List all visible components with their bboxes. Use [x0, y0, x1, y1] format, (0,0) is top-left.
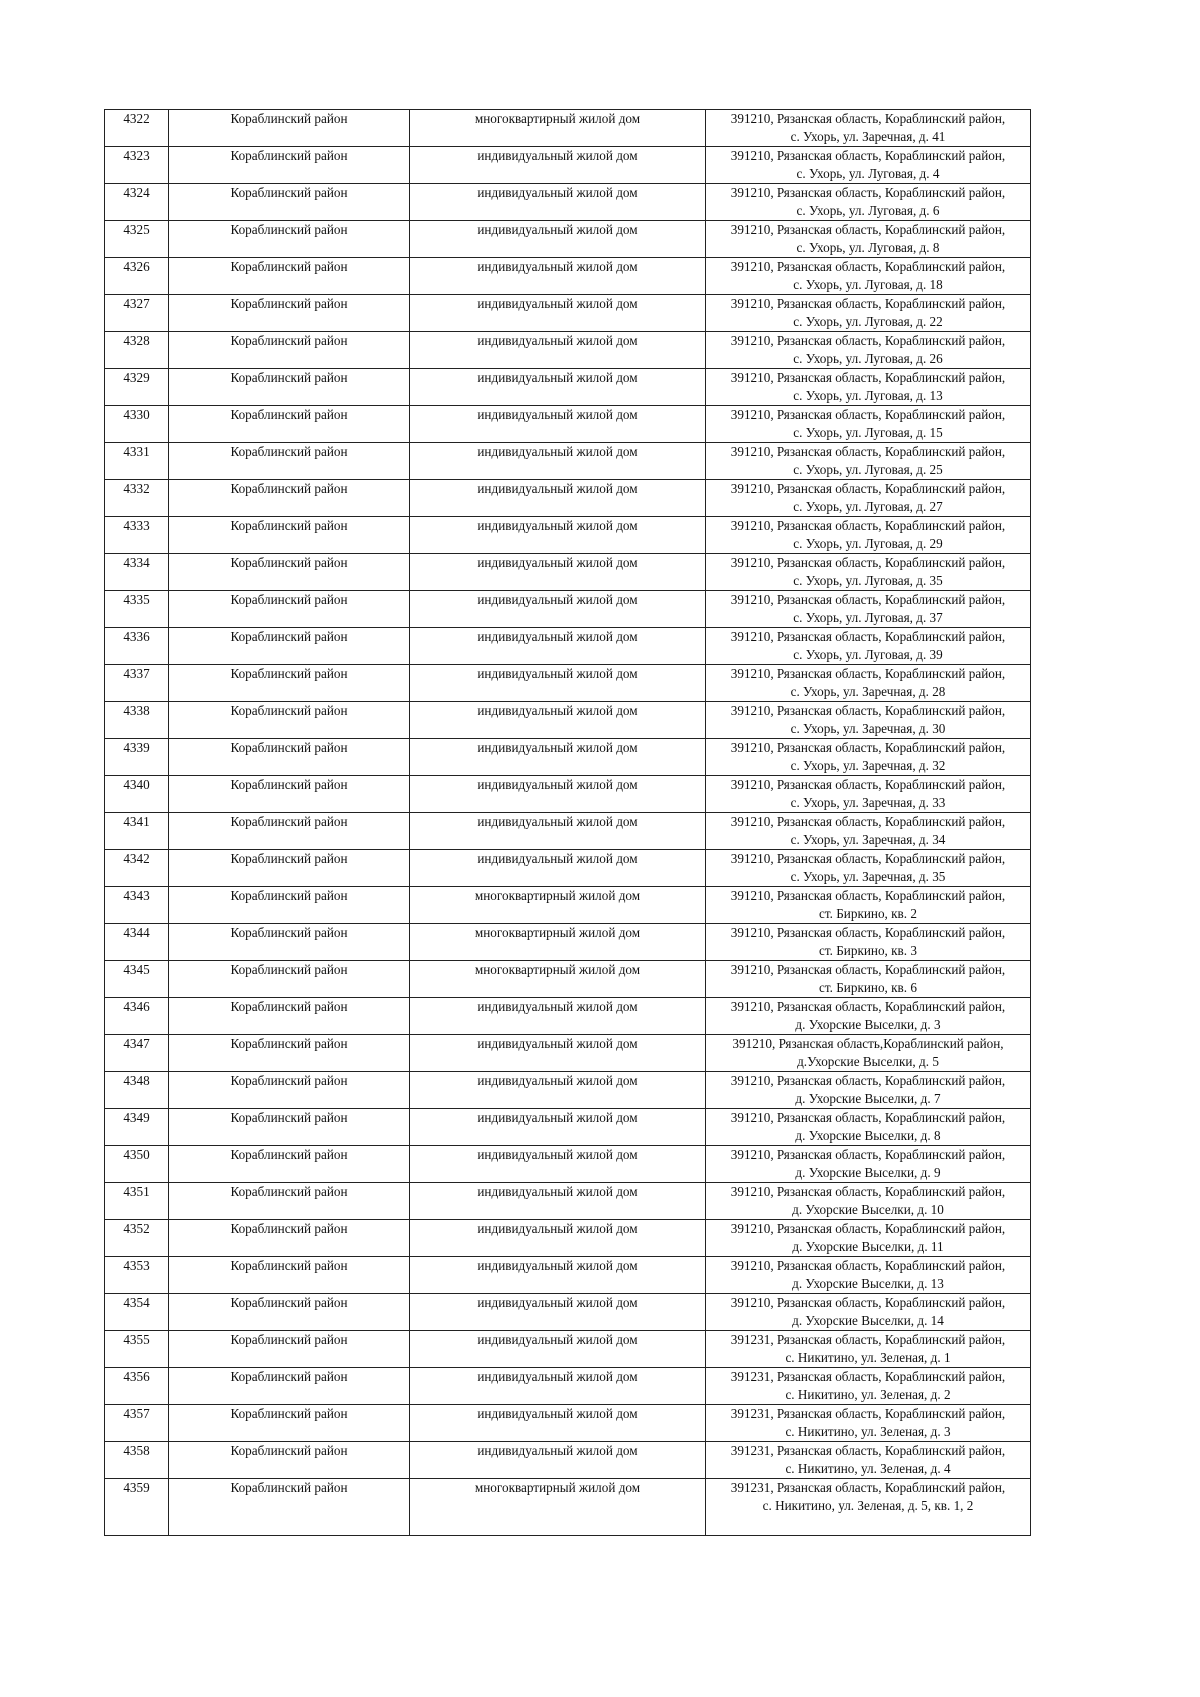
building-type-cell: индивидуальный жилой дом [410, 147, 706, 184]
address-line-2: д. Ухорские Выселки, д. 9 [795, 1164, 941, 1180]
address-line-1: 391210, Рязанская область, Кораблинский район, [730, 814, 1006, 829]
address-line-2: д. Ухорские Выселки, д. 14 [792, 1312, 944, 1328]
address-cell [706, 258, 1031, 295]
address-cell [706, 665, 1031, 702]
table-row [105, 1220, 1031, 1257]
address-line-1: 391210, Рязанская область, Кораблинский район, [730, 1221, 1006, 1236]
table-row [105, 1368, 1031, 1405]
address-cell [706, 1220, 1031, 1257]
district-cell: Кораблинский район [169, 332, 410, 369]
address-cell [706, 110, 1031, 147]
building-type-cell: многоквартирный жилой дом [410, 110, 706, 147]
district-cell: Кораблинский район [169, 961, 410, 998]
address-line-2: с. Ухорь, ул. Заречная, д. 41 [790, 128, 946, 144]
district-cell: Кораблинский район [169, 1146, 410, 1183]
address-line-1: 391210, Рязанская область, Кораблинский район, [730, 333, 1006, 348]
address-cell [706, 1405, 1031, 1442]
address-line-2: с. Ухорь, ул. Заречная, д. 35 [790, 868, 946, 884]
address-line-2: с. Ухорь, ул. Луговая, д. 8 [796, 239, 940, 255]
row-number-cell: 4335 [105, 591, 169, 628]
address-line-2: с. Ухорь, ул. Заречная, д. 33 [790, 794, 946, 810]
address-cell [706, 1442, 1031, 1479]
address-line-2: с. Никитино, ул. Зеленая, д. 5, кв. 1, 2 [762, 1497, 974, 1513]
district-cell: Кораблинский район [169, 1183, 410, 1220]
building-type-cell: индивидуальный жилой дом [410, 295, 706, 332]
building-type-cell: индивидуальный жилой дом [410, 628, 706, 665]
address-line-1: 391210, Рязанская область, Кораблинский район, [730, 148, 1006, 163]
table-row [105, 1294, 1031, 1331]
row-number-cell: 4332 [105, 480, 169, 517]
address-line-1: 391210, Рязанская область, Кораблинский район, [730, 851, 1006, 866]
district-cell: Кораблинский район [169, 1368, 410, 1405]
district-cell: Кораблинский район [169, 665, 410, 702]
table-row [105, 1442, 1031, 1479]
address-line-1: 391210, Рязанская область, Кораблинский район, [730, 518, 1006, 533]
address-line-1: 391210, Рязанская область, Кораблинский район, [730, 1110, 1006, 1125]
address-line-1: 391210, Рязанская область, Кораблинский район, [730, 999, 1006, 1014]
building-type-cell: индивидуальный жилой дом [410, 1146, 706, 1183]
row-number-cell: 4347 [105, 1035, 169, 1072]
table-row [105, 1479, 1031, 1536]
housing-registry-table [104, 109, 1031, 1536]
district-cell: Кораблинский район [169, 369, 410, 406]
district-cell: Кораблинский район [169, 480, 410, 517]
row-number-cell: 4344 [105, 924, 169, 961]
address-line-1: 391210, Рязанская область, Кораблинский район, [730, 555, 1006, 570]
district-cell: Кораблинский район [169, 1405, 410, 1442]
address-cell [706, 369, 1031, 406]
district-cell: Кораблинский район [169, 924, 410, 961]
row-number-cell: 4351 [105, 1183, 169, 1220]
table-row [105, 1183, 1031, 1220]
address-line-1: 391210, Рязанская область, Кораблинский район, [730, 777, 1006, 792]
address-line-2: д. Ухорские Выселки, д. 8 [795, 1127, 941, 1143]
row-number-cell: 4352 [105, 1220, 169, 1257]
address-line-1: 391210, Рязанская область, Кораблинский район, [730, 1184, 1006, 1199]
table-row [105, 480, 1031, 517]
row-number-cell: 4333 [105, 517, 169, 554]
address-line-1: 391210, Рязанская область, Кораблинский район, [730, 629, 1006, 644]
address-cell [706, 184, 1031, 221]
table-row [105, 924, 1031, 961]
row-number-cell: 4346 [105, 998, 169, 1035]
row-number-cell: 4326 [105, 258, 169, 295]
address-cell [706, 1331, 1031, 1368]
district-cell: Кораблинский район [169, 702, 410, 739]
address-cell [706, 295, 1031, 332]
address-line-1: 391210, Рязанская область,Кораблинский район, [732, 1036, 1004, 1051]
row-number-cell: 4336 [105, 628, 169, 665]
address-cell [706, 1183, 1031, 1220]
building-type-cell: индивидуальный жилой дом [410, 776, 706, 813]
address-line-2: с. Никитино, ул. Зеленая, д. 1 [785, 1349, 951, 1365]
district-cell: Кораблинский район [169, 443, 410, 480]
table-row [105, 332, 1031, 369]
table-row [105, 147, 1031, 184]
address-line-2: с. Ухорь, ул. Луговая, д. 25 [793, 461, 943, 477]
district-cell: Кораблинский район [169, 1479, 410, 1536]
row-number-cell: 4358 [105, 1442, 169, 1479]
building-type-cell: индивидуальный жилой дом [410, 665, 706, 702]
building-type-cell: индивидуальный жилой дом [410, 1220, 706, 1257]
row-number-cell: 4328 [105, 332, 169, 369]
row-number-cell: 4354 [105, 1294, 169, 1331]
building-type-cell: индивидуальный жилой дом [410, 739, 706, 776]
address-line-1: 391210, Рязанская область, Кораблинский район, [730, 962, 1006, 977]
address-cell [706, 998, 1031, 1035]
address-cell [706, 1294, 1031, 1331]
address-line-1: 391231, Рязанская область, Кораблинский район, [730, 1332, 1006, 1347]
address-cell [706, 1146, 1031, 1183]
district-cell: Кораблинский район [169, 776, 410, 813]
address-line-2: с. Ухорь, ул. Заречная, д. 30 [790, 720, 946, 736]
building-type-cell: индивидуальный жилой дом [410, 258, 706, 295]
address-cell [706, 1109, 1031, 1146]
building-type-cell: индивидуальный жилой дом [410, 332, 706, 369]
address-line-1: 391210, Рязанская область, Кораблинский район, [730, 259, 1006, 274]
address-line-2: д. Ухорские Выселки, д. 7 [795, 1090, 941, 1106]
building-type-cell: индивидуальный жилой дом [410, 1331, 706, 1368]
address-line-2: ст. Биркино, кв. 3 [819, 942, 917, 958]
address-cell [706, 776, 1031, 813]
district-cell: Кораблинский район [169, 813, 410, 850]
row-number-cell: 4329 [105, 369, 169, 406]
table-row [105, 702, 1031, 739]
district-cell: Кораблинский район [169, 517, 410, 554]
address-line-2: д. Ухорские Выселки, д. 13 [792, 1275, 944, 1291]
row-number-cell: 4356 [105, 1368, 169, 1405]
address-line-1: 391210, Рязанская область, Кораблинский район, [730, 592, 1006, 607]
district-cell: Кораблинский район [169, 258, 410, 295]
address-line-2: с. Никитино, ул. Зеленая, д. 3 [785, 1423, 951, 1439]
address-line-2: ст. Биркино, кв. 6 [819, 979, 917, 995]
district-cell: Кораблинский район [169, 1294, 410, 1331]
row-number-cell: 4340 [105, 776, 169, 813]
district-cell: Кораблинский район [169, 1257, 410, 1294]
table-row [105, 110, 1031, 147]
table-row [105, 295, 1031, 332]
address-cell [706, 1257, 1031, 1294]
address-cell [706, 887, 1031, 924]
address-line-1: 391210, Рязанская область, Кораблинский район, [730, 444, 1006, 459]
building-type-cell: индивидуальный жилой дом [410, 850, 706, 887]
address-cell [706, 739, 1031, 776]
building-type-cell: индивидуальный жилой дом [410, 591, 706, 628]
building-type-cell: индивидуальный жилой дом [410, 184, 706, 221]
address-cell [706, 554, 1031, 591]
building-type-cell: многоквартирный жилой дом [410, 961, 706, 998]
district-cell: Кораблинский район [169, 295, 410, 332]
row-number-cell: 4355 [105, 1331, 169, 1368]
building-type-cell: индивидуальный жилой дом [410, 221, 706, 258]
address-line-1: 391210, Рязанская область, Кораблинский район, [730, 888, 1006, 903]
address-cell [706, 813, 1031, 850]
address-cell [706, 406, 1031, 443]
address-line-1: 391210, Рязанская область, Кораблинский район, [730, 370, 1006, 385]
district-cell: Кораблинский район [169, 1072, 410, 1109]
building-type-cell: индивидуальный жилой дом [410, 1294, 706, 1331]
address-cell [706, 332, 1031, 369]
address-line-2: с. Ухорь, ул. Луговая, д. 18 [793, 276, 943, 292]
table-row [105, 1405, 1031, 1442]
table-row [105, 443, 1031, 480]
address-line-1: 391210, Рязанская область, Кораблинский район, [730, 407, 1006, 422]
address-line-2: с. Ухорь, ул. Заречная, д. 28 [790, 683, 946, 699]
address-line-1: 391210, Рязанская область, Кораблинский район, [730, 1295, 1006, 1310]
row-number-cell: 4348 [105, 1072, 169, 1109]
building-type-cell: индивидуальный жилой дом [410, 998, 706, 1035]
table-row [105, 665, 1031, 702]
row-number-cell: 4338 [105, 702, 169, 739]
building-type-cell: многоквартирный жилой дом [410, 924, 706, 961]
address-line-2: ст. Биркино, кв. 2 [819, 905, 917, 921]
address-cell [706, 961, 1031, 998]
building-type-cell: индивидуальный жилой дом [410, 702, 706, 739]
building-type-cell: индивидуальный жилой дом [410, 813, 706, 850]
address-line-2: д. Ухорские Выселки, д. 10 [792, 1201, 944, 1217]
table-row [105, 258, 1031, 295]
address-cell [706, 628, 1031, 665]
row-number-cell: 4330 [105, 406, 169, 443]
district-cell: Кораблинский район [169, 998, 410, 1035]
address-line-1: 391210, Рязанская область, Кораблинский район, [730, 296, 1006, 311]
table-row [105, 998, 1031, 1035]
address-line-2: с. Ухорь, ул. Луговая, д. 13 [793, 387, 943, 403]
building-type-cell: индивидуальный жилой дом [410, 1072, 706, 1109]
district-cell: Кораблинский район [169, 739, 410, 776]
address-cell [706, 702, 1031, 739]
row-number-cell: 4324 [105, 184, 169, 221]
table-row [105, 554, 1031, 591]
address-line-2: с. Ухорь, ул. Луговая, д. 39 [793, 646, 943, 662]
building-type-cell: индивидуальный жилой дом [410, 1183, 706, 1220]
district-cell: Кораблинский район [169, 1220, 410, 1257]
address-line-2: с. Ухорь, ул. Луговая, д. 6 [796, 202, 940, 218]
address-line-2: с. Ухорь, ул. Луговая, д. 27 [793, 498, 943, 514]
table-row [105, 628, 1031, 665]
address-line-1: 391210, Рязанская область, Кораблинский район, [730, 481, 1006, 496]
table-row [105, 1331, 1031, 1368]
table-row [105, 406, 1031, 443]
building-type-cell: индивидуальный жилой дом [410, 480, 706, 517]
table-row [105, 776, 1031, 813]
registry-table-body [105, 110, 1031, 1536]
row-number-cell: 4339 [105, 739, 169, 776]
address-line-1: 391210, Рязанская область, Кораблинский район, [730, 1258, 1006, 1273]
address-line-2: д. Ухорские Выселки, д. 11 [792, 1238, 944, 1254]
table-row [105, 961, 1031, 998]
district-cell: Кораблинский район [169, 406, 410, 443]
address-line-1: 391231, Рязанская область, Кораблинский район, [730, 1443, 1006, 1458]
address-line-2: с. Ухорь, ул. Заречная, д. 32 [790, 757, 946, 773]
table-row [105, 1109, 1031, 1146]
address-line-1: 391231, Рязанская область, Кораблинский район, [730, 1369, 1006, 1384]
table-row [105, 850, 1031, 887]
building-type-cell: многоквартирный жилой дом [410, 887, 706, 924]
address-cell [706, 1072, 1031, 1109]
row-number-cell: 4341 [105, 813, 169, 850]
address-line-2: с. Ухорь, ул. Луговая, д. 37 [793, 609, 943, 625]
address-line-1: 391210, Рязанская область, Кораблинский район, [730, 185, 1006, 200]
district-cell: Кораблинский район [169, 1331, 410, 1368]
row-number-cell: 4345 [105, 961, 169, 998]
table-row [105, 517, 1031, 554]
address-line-1: 391210, Рязанская область, Кораблинский район, [730, 1073, 1006, 1088]
district-cell: Кораблинский район [169, 147, 410, 184]
address-cell [706, 850, 1031, 887]
address-line-2: с. Ухорь, ул. Луговая, д. 26 [793, 350, 943, 366]
address-cell [706, 443, 1031, 480]
district-cell: Кораблинский район [169, 591, 410, 628]
district-cell: Кораблинский район [169, 554, 410, 591]
address-line-1: 391231, Рязанская область, Кораблинский район, [730, 1406, 1006, 1421]
table-row [105, 369, 1031, 406]
table-row [105, 221, 1031, 258]
row-number-cell: 4357 [105, 1405, 169, 1442]
table-row [105, 1035, 1031, 1072]
row-number-cell: 4323 [105, 147, 169, 184]
building-type-cell: индивидуальный жилой дом [410, 406, 706, 443]
row-number-cell: 4343 [105, 887, 169, 924]
row-number-cell: 4353 [105, 1257, 169, 1294]
building-type-cell: индивидуальный жилой дом [410, 517, 706, 554]
row-number-cell: 4322 [105, 110, 169, 147]
address-cell [706, 147, 1031, 184]
address-cell [706, 924, 1031, 961]
district-cell: Кораблинский район [169, 184, 410, 221]
address-line-1: 391210, Рязанская область, Кораблинский район, [730, 111, 1006, 126]
address-cell [706, 1035, 1031, 1072]
row-number-cell: 4327 [105, 295, 169, 332]
building-type-cell: индивидуальный жилой дом [410, 1442, 706, 1479]
building-type-cell: индивидуальный жилой дом [410, 1109, 706, 1146]
table-row [105, 1146, 1031, 1183]
address-line-1: 391210, Рязанская область, Кораблинский район, [730, 703, 1006, 718]
address-line-2: с. Ухорь, ул. Заречная, д. 34 [790, 831, 946, 847]
address-line-1: 391210, Рязанская область, Кораблинский район, [730, 666, 1006, 681]
row-number-cell: 4350 [105, 1146, 169, 1183]
district-cell: Кораблинский район [169, 110, 410, 147]
address-line-1: 391210, Рязанская область, Кораблинский район, [730, 1147, 1006, 1162]
table-row [105, 813, 1031, 850]
address-line-2: с. Никитино, ул. Зеленая, д. 4 [785, 1460, 951, 1476]
address-line-1: 391210, Рязанская область, Кораблинский район, [730, 740, 1006, 755]
row-number-cell: 4331 [105, 443, 169, 480]
building-type-cell: индивидуальный жилой дом [410, 1405, 706, 1442]
address-line-2: с. Ухорь, ул. Луговая, д. 29 [793, 535, 943, 551]
table-row [105, 591, 1031, 628]
address-line-2: с. Ухорь, ул. Луговая, д. 22 [793, 313, 943, 329]
district-cell: Кораблинский район [169, 887, 410, 924]
building-type-cell: индивидуальный жилой дом [410, 1257, 706, 1294]
building-type-cell: многоквартирный жилой дом [410, 1479, 706, 1536]
district-cell: Кораблинский район [169, 628, 410, 665]
address-line-1: 391210, Рязанская область, Кораблинский район, [730, 925, 1006, 940]
district-cell: Кораблинский район [169, 1035, 410, 1072]
row-number-cell: 4325 [105, 221, 169, 258]
table-row [105, 887, 1031, 924]
row-number-cell: 4334 [105, 554, 169, 591]
building-type-cell: индивидуальный жилой дом [410, 1035, 706, 1072]
table-row [105, 739, 1031, 776]
district-cell: Кораблинский район [169, 1442, 410, 1479]
row-number-cell: 4359 [105, 1479, 169, 1536]
address-line-2: с. Ухорь, ул. Луговая, д. 35 [793, 572, 943, 588]
building-type-cell: индивидуальный жилой дом [410, 554, 706, 591]
address-cell [706, 1479, 1031, 1536]
row-number-cell: 4342 [105, 850, 169, 887]
table-row [105, 1072, 1031, 1109]
address-cell [706, 221, 1031, 258]
district-cell: Кораблинский район [169, 221, 410, 258]
address-line-2: д. Ухорские Выселки, д. 3 [795, 1016, 941, 1032]
district-cell: Кораблинский район [169, 850, 410, 887]
row-number-cell: 4337 [105, 665, 169, 702]
building-type-cell: индивидуальный жилой дом [410, 369, 706, 406]
address-cell [706, 591, 1031, 628]
address-line-2: с. Никитино, ул. Зеленая, д. 2 [785, 1386, 951, 1402]
building-type-cell: индивидуальный жилой дом [410, 1368, 706, 1405]
building-type-cell: индивидуальный жилой дом [410, 443, 706, 480]
address-line-2: д.Ухорские Выселки, д. 5 [797, 1053, 939, 1069]
address-line-2: с. Ухорь, ул. Луговая, д. 4 [796, 165, 940, 181]
row-number-cell: 4349 [105, 1109, 169, 1146]
address-line-2: с. Ухорь, ул. Луговая, д. 15 [793, 424, 943, 440]
address-line-1: 391210, Рязанская область, Кораблинский район, [730, 222, 1006, 237]
district-cell: Кораблинский район [169, 1109, 410, 1146]
table-row [105, 184, 1031, 221]
address-cell [706, 1368, 1031, 1405]
address-cell [706, 480, 1031, 517]
table-row [105, 1257, 1031, 1294]
address-line-1: 391231, Рязанская область, Кораблинский район, [730, 1480, 1006, 1495]
address-cell [706, 517, 1031, 554]
